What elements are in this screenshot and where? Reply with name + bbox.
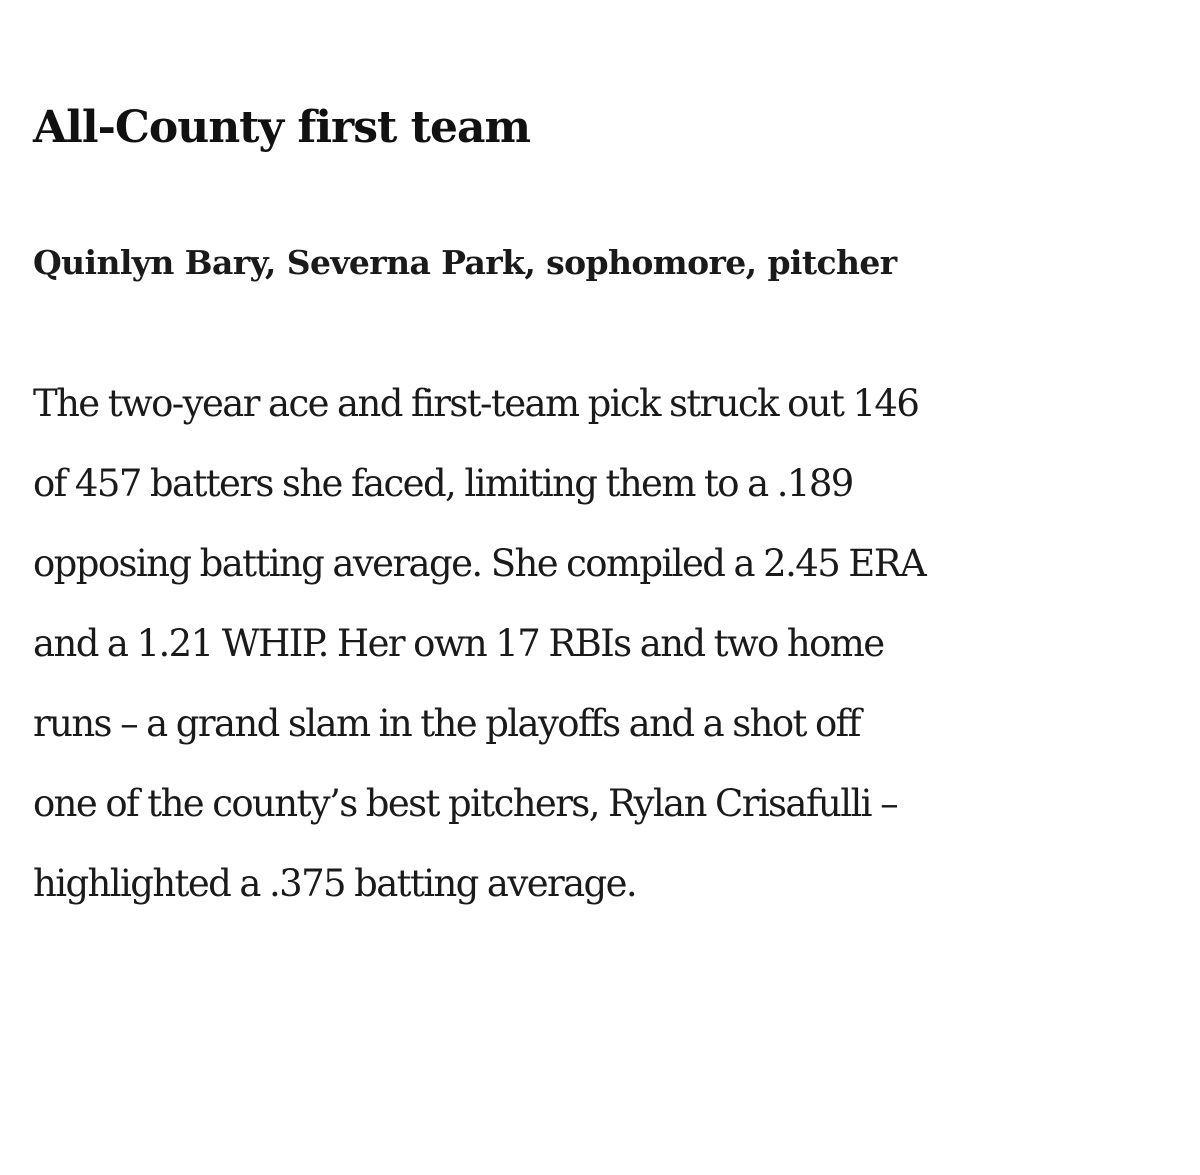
description-line: opposing batting average. She compiled a 2.45 ERA — [33, 542, 926, 585]
description-line: runs – a grand slam in the playoffs and a shot off — [33, 702, 860, 745]
description-line: highlighted a .375 batting average. — [33, 862, 637, 905]
player-description — [33, 364, 1173, 924]
section-heading: All-County first team — [33, 102, 531, 153]
description-line: one of the county’s best pitchers, Rylan Crisafulli – — [33, 782, 897, 825]
player-name-line: Quinlyn Bary, Severna Park, sophomore, pitcher — [33, 243, 897, 282]
description-line: of 457 batters she faced, limiting them to a .189 — [33, 462, 853, 505]
description-line: The two-year ace and first-team pick struck out 146 — [33, 382, 919, 425]
description-line: and a 1.21 WHIP. Her own 17 RBIs and two home — [33, 622, 884, 665]
